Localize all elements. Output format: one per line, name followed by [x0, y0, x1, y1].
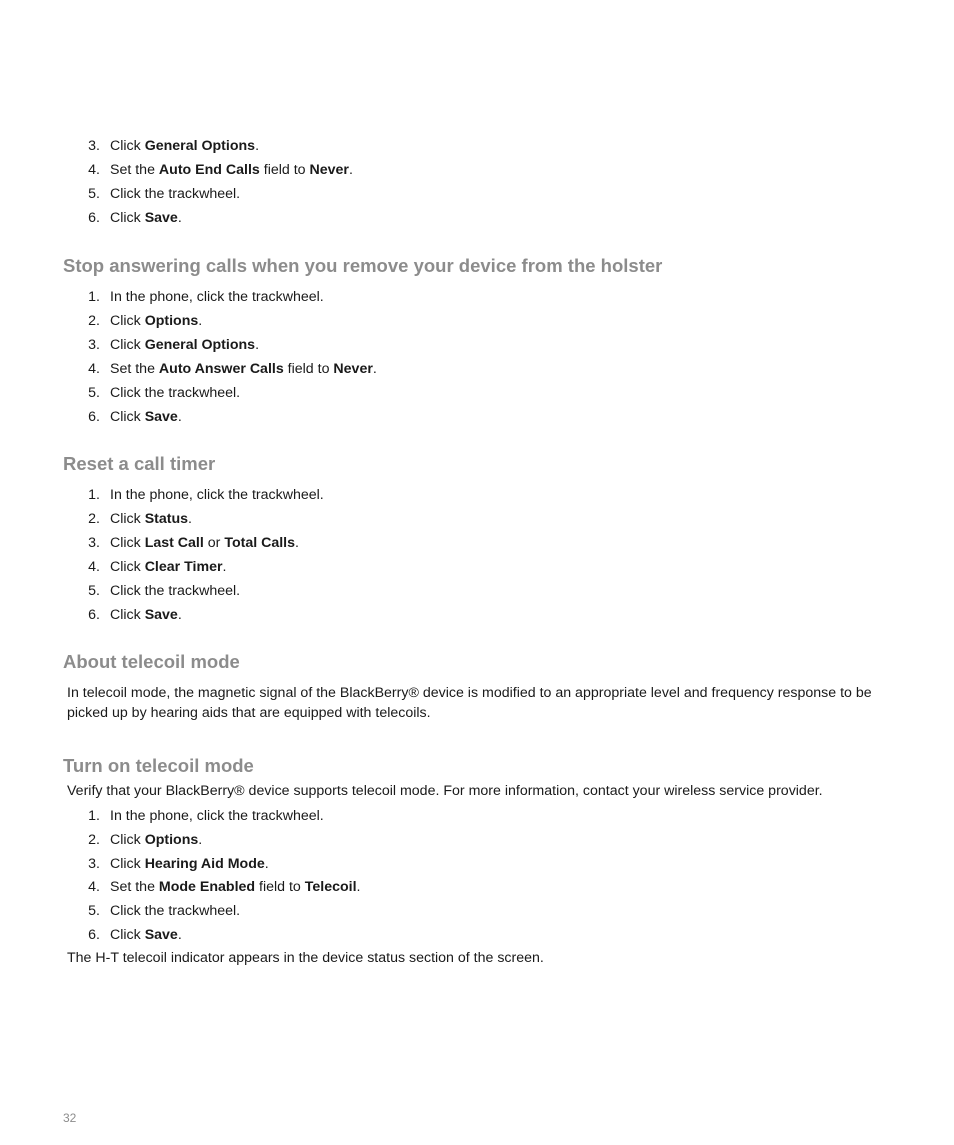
step-text-fragment: . — [356, 879, 361, 896]
ui-term: Hearing Aid Mode — [144, 855, 265, 872]
timer-heading: Reset a call timer — [63, 453, 216, 474]
step-text — [110, 876, 361, 898]
step-number: 6. — [88, 607, 100, 623]
step-text-fragment: . — [264, 855, 269, 872]
step-text-fragment: Click — [110, 337, 145, 353]
step-number: 5. — [88, 385, 100, 401]
ui-term: Options — [144, 313, 199, 329]
step-text — [110, 556, 226, 578]
ui-term: Save — [144, 927, 178, 943]
step-number: 4. — [88, 361, 100, 377]
step-text — [110, 580, 240, 602]
ui-term: Mode Enabled — [158, 879, 256, 896]
step-text-fragment: Set the — [110, 879, 159, 896]
page-number: 32 — [63, 1111, 77, 1125]
step-text-fragment: field to — [283, 361, 334, 377]
step-text-fragment: . — [177, 927, 182, 943]
step-text-fragment: Click — [110, 831, 145, 848]
step-text-fragment: . — [372, 361, 377, 377]
step-text — [110, 382, 240, 404]
step-text — [110, 310, 202, 332]
step-text-fragment: . — [255, 138, 260, 154]
step-number: 4. — [88, 162, 100, 178]
step-text — [110, 135, 259, 157]
step-text — [110, 183, 240, 205]
ui-term: Never — [309, 162, 349, 178]
step-text-fragment: Click the trackwheel. — [110, 385, 241, 401]
step-text-fragment: . — [198, 313, 203, 329]
step-text-fragment: Click — [110, 210, 145, 226]
ui-term: Save — [144, 210, 178, 226]
ui-term: General Options — [144, 337, 256, 353]
step-text-fragment: . — [177, 607, 182, 623]
step-text-fragment: Set the — [110, 361, 159, 377]
step-number: 3. — [88, 337, 100, 353]
step-text-fragment: . — [177, 409, 182, 425]
holster-heading: Stop answering calls when you remove your device from the holster — [63, 255, 663, 276]
step-text-fragment: In the phone, click the trackwheel. — [110, 289, 324, 305]
step-text-fragment: Click — [110, 138, 145, 154]
step-text — [110, 853, 269, 875]
ui-term: Auto Answer Calls — [158, 361, 284, 377]
step-number: 4. — [88, 879, 100, 896]
step-number: 2. — [88, 511, 100, 527]
step-number: 5. — [88, 186, 100, 202]
step-text — [110, 406, 182, 428]
step-text-fragment: . — [295, 535, 299, 551]
step-number: 5. — [88, 583, 100, 599]
step-number: 5. — [88, 903, 100, 920]
step-number: 4. — [88, 559, 100, 575]
step-text-fragment: . — [222, 559, 227, 575]
ui-term: Last Call — [144, 535, 204, 551]
step-text-fragment: field to — [259, 162, 310, 178]
step-text-fragment: Click — [110, 511, 145, 527]
step-text — [110, 924, 182, 946]
step-text — [110, 604, 182, 626]
ui-term: Options — [144, 831, 199, 848]
step-text — [110, 207, 182, 229]
turn-on-intro: Verify that your BlackBerry® device supports telecoil mode. For more information, contact your wireless service provider. — [67, 783, 823, 799]
step-text-fragment: In the phone, click the trackwheel. — [110, 487, 324, 503]
step-text — [110, 532, 299, 554]
step-text-fragment: . — [348, 162, 353, 178]
step-text-fragment: Click the trackwheel. — [110, 583, 241, 599]
about-heading: About telecoil mode — [63, 651, 240, 672]
step-number: 1. — [88, 808, 100, 824]
step-number: 3. — [88, 535, 100, 551]
step-number: 3. — [88, 138, 100, 154]
step-text-fragment: Click — [110, 855, 145, 872]
step-text-fragment: field to — [255, 879, 305, 896]
step-text — [110, 159, 353, 181]
about-paragraph: In telecoil mode, the magnetic signal of the BlackBerry® device is modified to an appropriate level and frequency response to be picked up by hearing aids that are equipped with telecoils. — [67, 685, 872, 721]
step-text-fragment: Click the trackwheel. — [110, 903, 241, 920]
step-number: 3. — [88, 855, 100, 872]
step-text — [110, 829, 202, 851]
step-text — [110, 508, 192, 530]
step-text-fragment: Click — [110, 927, 145, 943]
ui-term: Telecoil — [304, 879, 357, 896]
ui-term: Auto End Calls — [158, 162, 260, 178]
step-text-fragment: Set the — [110, 162, 159, 178]
step-text-fragment: . — [188, 511, 192, 527]
ui-term: Never — [333, 361, 373, 377]
step-text — [110, 805, 324, 827]
step-text-fragment: Click — [110, 607, 145, 623]
step-text-fragment: Click — [110, 313, 145, 329]
ui-term: Status — [144, 511, 189, 527]
step-text-fragment: In the phone, click the trackwheel. — [110, 808, 324, 824]
step-number: 1. — [88, 487, 100, 503]
step-text — [110, 334, 259, 356]
step-text — [110, 358, 377, 380]
step-text — [110, 484, 324, 506]
ui-term: Save — [144, 607, 178, 623]
turn-on-heading: Turn on telecoil mode — [63, 755, 254, 776]
step-text-fragment: or — [203, 535, 225, 551]
ui-term: Total Calls — [224, 535, 296, 551]
step-text-fragment: . — [255, 337, 260, 353]
step-text-fragment: . — [198, 831, 203, 848]
ui-term: Save — [144, 409, 178, 425]
step-text-fragment: . — [177, 210, 182, 226]
ui-term: General Options — [144, 138, 256, 154]
step-text — [110, 900, 240, 922]
step-text-fragment: Click the trackwheel. — [110, 186, 241, 202]
step-text-fragment: Click — [110, 535, 145, 551]
step-text — [110, 286, 324, 308]
step-number: 2. — [88, 831, 100, 848]
step-number: 6. — [88, 210, 100, 226]
step-number: 6. — [88, 409, 100, 425]
ui-term: Clear Timer — [144, 559, 223, 575]
step-number: 2. — [88, 313, 100, 329]
step-number: 1. — [88, 289, 100, 305]
step-number: 6. — [88, 927, 100, 943]
step-text-fragment: Click — [110, 409, 145, 425]
turn-on-outro: The H-T telecoil indicator appears in the device status section of the screen. — [67, 950, 544, 966]
step-text-fragment: Click — [110, 559, 145, 575]
